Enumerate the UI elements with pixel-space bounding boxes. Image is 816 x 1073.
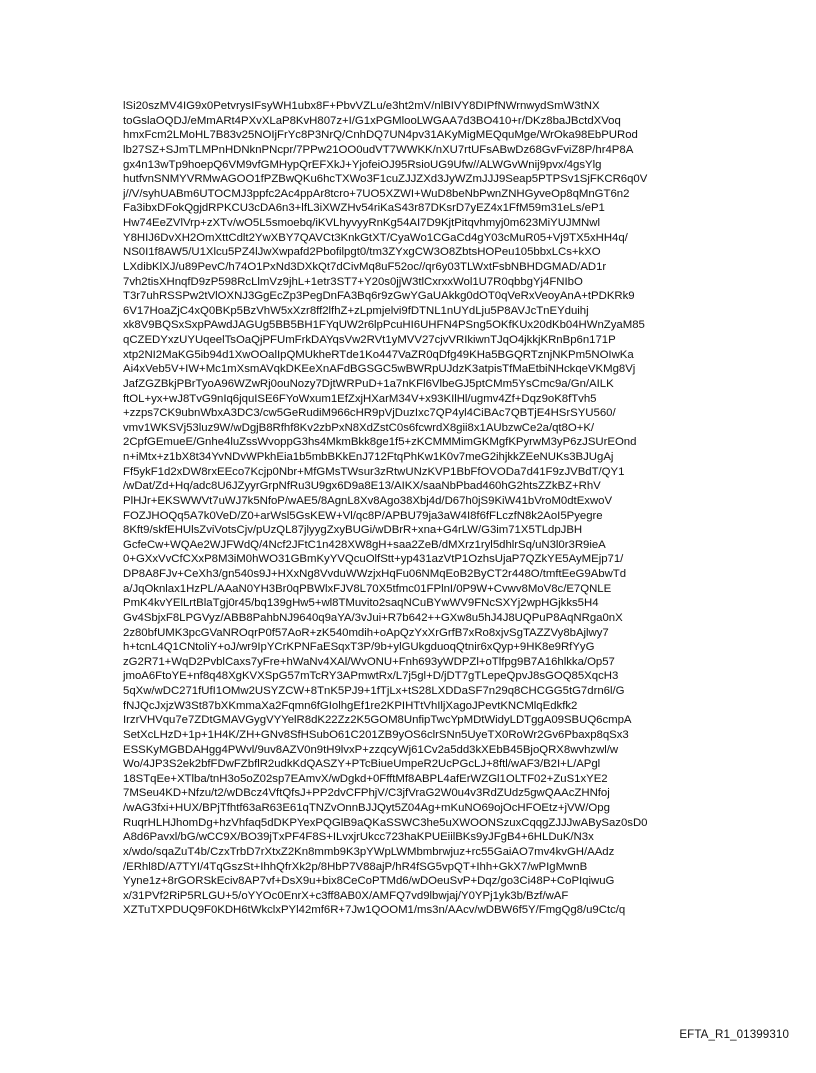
text-line: j//V/syhUABm6UTOCMJ3ppfc2Ac4ppAr8tcro+7UO5XZWI+WuD8beNbPwnZNHGyveOp8qMnGT6n2 — [123, 187, 630, 200]
text-line: +zzps7CK9ubnWbxA3DC3/cw5GeRudiM966cHR9pVjDuzIxc7QP4yl4CiBAc7QBTjE4HSrSYU560/ — [123, 407, 616, 420]
text-line: hmxFcm2LMoHL7B83v25NOIjFrYc8P3NrQ/CnhDQ7UN4pv31AKyMigMEQquMge/WrOka98EbPURod — [123, 129, 638, 142]
text-line: xk8V9BQSxSxpPAwdJAGUg5BB5BH1FYqUW2r6lpPcuHI6UHFN4PSng5OKfKUx20dKb04HWnZyaM85 — [123, 319, 645, 332]
text-line: h+tcnL4Q1CNtoliY+oJ/wr9IpYCrKPNFaESqxT3P/9b+ylGUkgduoqQtnir6xQyp+9HK8e9RfYyG — [123, 641, 595, 654]
text-line: 18STqEe+XTlba/tnH3o5oZ02sp7EAmvX/wDgkd+0FfftMf8ABPL4afErWZGl1OLTF02+ZuS1xYE2 — [123, 772, 608, 785]
document-id-footer: EFTA_R1_01399310 — [679, 1028, 789, 1041]
text-line: 7MSeu4KD+Nfzu/t2/wDBcz4VftQfsJ+PP2dvCFPhjV/C3jfVraG2W0u4v3RdZUdz5gwQAAcZHNfoj — [123, 787, 610, 800]
text-line: ESSKyMGBDAHgg4PWvl/9uv8AZV0n9tH9lvxP+zzqcyWj61Cv2a5dd3kXEbB45BjoQRX8wvhzwl/w — [123, 743, 619, 756]
text-line: 5qXw/wDC271fUfI1OMw2USYZCW+8TnK5PJ9+1fTjLx+tS28LXDDaSF7n29q8CHCGG5tG7drn6l/G — [123, 685, 625, 697]
text-line: toGslaOQDJ/eMmARt4PXvXLaP8KvH807z+I/G1xPGMlooLWGAA7d3BO410+r/DKz8baJBctdXVoq — [123, 114, 621, 127]
text-line: lSi20szMV4IG9x0PetvrysIFsyWH1ubx8F+PbvVZLu/e3ht2mV/nlBIVY8DIPfNWrnwydSmW3tNX — [123, 100, 600, 112]
text-line: /wAG3fxi+HUX/BPjTfhtf63aR63E61qTNZvOnnBJJQyt5Z04Ag+mKuNO69ojOcHFOEtz+jVW/Opg — [123, 802, 610, 814]
text-line: Ai4xVeb5V+IW+Mc1mXsmAVqkDKEeXnAFdBGSGC5wBWRpUJdzK3atpisTfMaEtbiNHckqeVKMg8Vj — [123, 363, 636, 376]
text-line: jmoA6FtoYE+nf8q48XgKVXSpG57mTcRY3APmwtRx/L7j5gl+D/jDT7gTLepeQpvJ8sGOQ85XqcH3 — [123, 670, 619, 683]
text-line: PmK4kvYElLrtBlaTgj0r45/bq139gHw5+wl8TMuvito2saqNCuBYwWV9FNcSXYj2wpHGjkks5H4 — [123, 597, 599, 610]
text-line: 8Kft9/skfEHUlsZviVotsCjv/pUzQL87jlyygZxyBUGi/wDBrR+xna+G4rLW/G3im71X5TLdpJBH — [123, 524, 583, 537]
text-line: 0+GXxVvCfCXxP8M3iM0hWO31GBmKyYVQcuOlfStt+yp431azVtP1OzhsUjaP7QZkYE5AyMEjp71/ — [123, 553, 624, 566]
text-line: SetXcLHzD+1p+1H4K/ZH+GNv8SfHSubO61C201ZB9yOS6clrSNn5UyeTX0RoWr2Gv6Pbaxp8qSx3 — [123, 728, 629, 741]
text-line: x/wdo/sqaZuT4b/CzxTrbD7rXtxZ2Kn8mmb9K3pYWpLWMbmbrwjuz+rc55GaiAO7mv4kvGH/AAdz — [123, 845, 615, 858]
text-line: 6V17HoaZjC4xQ0BKp5BzVhW5xXzr8ff2lfhZ+zLpmjelvi9fDTNL1nUYdLju5P8AVJcTnEYduihj — [123, 304, 589, 317]
text-line: qCZEDYxzUYUqeelTsOaQjPFUmFrkDAYqsVw2RVt1yMVV27cjvVRIkiwnTJqO4jkkjKRnBp6n171P — [123, 334, 616, 346]
text-line: LXdibKlXJ/u89PevC/h74O1PxNd3DXkQt7dCivMq8uF52oc//qr6y03TLWxtFsbNBHDGMAD/AD1r — [123, 260, 607, 273]
text-line: /wDat/Zd+Hq/adc8U6JZyyrGrpNfRu3U9gx6D9a8E13/AIKX/saaNbPbad460hG2htsZZkBZ+RhV — [123, 480, 601, 493]
text-line: Hw74EeZVlVrp+zXTv/wO5L5smoebq/iKVLhyvyyRnKg54AI7D9KjtPitqvhmyj0m623MiYUJMNwl — [123, 217, 600, 229]
text-line: GcfeCw+WQAe2WJFWdQ/4Ncf2JFtC1n428XW8gH+saa2ZeB/dMXrz1ryl5dhlrSq/uN3l0r3R9ieA — [123, 538, 606, 551]
text-line: ftOL+yx+wJ8TvG9nIq6jquISE6FYoWxum1EfZxjHXarM34V+x93KIlHl/ugmv4Zf+Dqz9oK8fTvh5 — [123, 392, 597, 405]
text-line: Y8HIJ6DvXH2OmXttCdlt2YwXBY7QAVCt3KnkGtXT/CyaWo1CGaCd4gY03cMuR05+Vj9TX5xHH4q/ — [123, 231, 628, 244]
text-line: x/31PVf2RiP5RLGU+5/oYYOc0EnrX+c3ff8AB0X/AMFQ7vd9lbwjaj/Y0YPj1yk3b/Bzf/wAF — [123, 889, 569, 902]
text-line: A8d6Pavxl/bG/wCC9X/BO39jTxPF4F8S+ILvxjrUkcc723haKPUEiilBKs9yJFgB4+6HLDuK/N3x — [123, 831, 594, 844]
text-line: 2CpfGEmueE/Gnhe4luZssWvoppG3hs4MkmBkk8ge1f5+zKCMMMimGKMgfKPyrwM3yP6zJSUrEOnd — [123, 436, 637, 449]
text-line: DP8A8FJv+CeXh3/gn540s9J+HXxNg8VvduWWzjxHqFu06NMqEoB2ByCT2r448O/tmftEeG9AbwTd — [123, 568, 627, 580]
text-line: hutfvnSNMYVRMwAGOO1fPZBwQKu6hcTXWo3F1cuZJJZXd3JyWZmJJJ9Seap5PTPSv1SjFKCR6q0V — [123, 173, 648, 186]
text-line: XZTuTXPDUQ9F0KDH6tWkclxPYl42mf6R+7Jw1QOOM1/ms3n/AAcv/wDBW6f5Y/FmgQg8/u9Ctc/q — [123, 904, 626, 917]
text-line: 7vh2tisXHnqfD9zP598RcLlmVz9jhL+1etr3ST7+Y20s0jjW3tlCxrxxWol1U7R0qbbgYj4FNIbO — [123, 275, 583, 288]
text-line: FOZJHOQq5A7k0VeD/Z0+arWsl5GsKEW+Vl/qc8P/APBU79ja3aW4I8f6fFLczfN8k2AoI5Pyegre — [123, 509, 603, 522]
text-line: Gv4SbjxF8LPGVyz/ABB8PahbNJ9640q9aYA/3vJui+R7b642++GXw8u5hJ4J8UQPuP8AqNRga0nX — [123, 611, 623, 624]
text-line: NS0I1f8AW5/U1Xlcu5PZ4lJwXwpafd2Pbofilpgt0/tm3ZYxgCW3O8ZbtsHOPeu105bbxLCs+kXO — [123, 246, 601, 259]
text-line: a/JqOknlax1HzPL/AAaN0YH3Br0qPBWlxFJV8L70X5tfmc01FPlnI/0P9W+Cvwv8MoV8c/E7QNLE — [123, 582, 612, 595]
text-line: RuqrHLHJhomDg+hzVhfaq5dDKPYexPQGlB9aQKaSSWC3he5uXWOONSzuxCqqgZJJJwABySaz0sD0 — [123, 816, 648, 829]
text-line: xtp2NI2MaKG5ib94d1XwOOalIpQMUkheRTde1Ko447VaZR0qDfg49KHa5BGQRTznjNKPm5NOIwKa — [123, 348, 634, 361]
text-line: Yyne1z+8rGORSkEciv8AP7vf+DsX9u+bix8CeCoPTMd6/wDOeuSvP+Dqz/go3Ci48P+CoPIqiwuG — [123, 875, 615, 888]
text-line: n+iMtx+z1bX8t34YvNDvWPkhEia1b5mbBKkEnJ712FtqPhKw1K0v7meG2ihjkkZEeNUKs3BJUgAj — [123, 451, 614, 463]
text-line: 2z80bfUMK3pcGVaNROqrP0f57AoR+zK540mdih+oApQzYxXrGrfB7xRo8xjvSgTAZZVy8bAjlwy7 — [123, 626, 609, 639]
text-line: /ERhl8D/A7TYI/4TqGszSt+IhhQfrXk2p/8HbP7V88ajP/hR4fSG5vpQT+Ihh+GkX7/wPIgMwnB — [123, 860, 588, 873]
text-line: JafZGZBkjPBrTyoA96WZwRj0ouNozy7DjtWRPuD+1a7nKFl6VlbeGJ5ptCMm5YsCmc9a/Gn/AILK — [123, 377, 614, 390]
text-line: fNJQcJxjzW3St87bXKmmaXa2Fqmn6fGIolhgEf1re2KPIHTtVhIljXagoJPevtKNCMlqEdkfk2 — [123, 699, 578, 712]
text-line: IrzrVHVqu7e7ZDtGMAVGygVYYelR8dK22Zz2K5GOM8UnfipTwcYpMDtWidyLDTggA09SBUQ6cmpA — [123, 714, 632, 727]
text-line: Ff5ykF1d2xDW8rxEEco7Kcjp0Nbr+MfGMsTWsur3zRtwUNzKVP1BbFfOVODa7d41F9zJVBdT/QY1 — [123, 465, 625, 478]
encoded-text-block — [123, 99, 723, 918]
text-line: lb27SZ+SJmTLMPnHDNknPNcpr/7PPw21OO0udVT7WWKK/nXU7rtUFsABwDz68GvFviZ8P/hr4P8A — [123, 143, 634, 156]
text-line: T3r7uhRSSPw2tVlOXNJ3GgEcZp3PegDnFA3Bq6r9zGwYGaUAkkg0dOT0qVeRxVeoyAnA+tPDKRk9 — [123, 290, 635, 303]
text-line: Wo/4JP3S2ek2bfFDwFZbflR2udkKdQASZY+PTcBiueUmpeR2UcPGcLJ+8ftl/wAF3/B2I+L/APgl — [123, 758, 601, 771]
text-line: Fa3ibxDFokQgjdRPKCU3cDA6n3+lfL3iXWZHv54riKaS43r87DKsrD7yEZ4x1FfM59m31eLs/eP1 — [123, 202, 605, 215]
text-line: vmv1WKSVj53luz9W/wDgjB8Rfhf8Kv2zbPxN8XdZstC0s6fcwrdX8gii8x1AUbzwCe2a/qt8O+K/ — [123, 421, 595, 434]
text-line: gx4n13wTp9hoepQ6VM9vfGMHypQrEFXkJ+YjofeiOJ95RsioUG9Ufw//ALWGvWnij9pvx/4gsYlg — [123, 158, 602, 171]
text-line: zG2R71+WqD2PvblCaxs7yFre+hWaNv4XAl/WvONU+Fnh693yWDPZl+oTlfpg9B7A16hlkka/Op57 — [123, 655, 615, 668]
text-line: PlHJr+EKSWWVt7uWJ7k5NfoP/wAE5/8AgnL8Xv8Ago38Xbj4d/D67h0jS9KiW41bVroM0dtExwoV — [123, 494, 613, 507]
